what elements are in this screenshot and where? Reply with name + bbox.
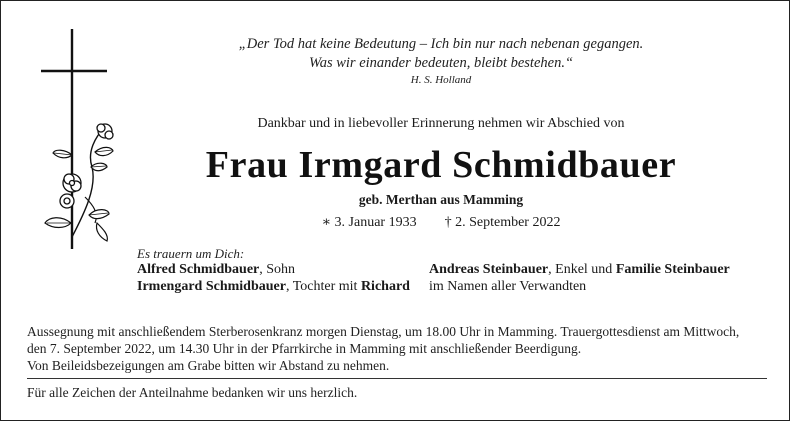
mourners-heading: Es trauern um Dich:	[137, 246, 245, 261]
divider	[27, 378, 767, 379]
birth-date: ∗ 3. Januar 1933	[321, 215, 417, 230]
quote-line-2: Was wir einander bedeuten, bleibt bestehen.“	[308, 55, 574, 71]
mourner-relation: , Tochter mit	[285, 279, 361, 294]
thanks-note: Für alle Zeichen der Anteilnahme bedanken wir uns herzlich.	[27, 385, 358, 400]
death-date: † 2. September 2022	[444, 215, 561, 230]
mourner-name: Andreas Steinbauer	[429, 262, 549, 277]
mourner-entry	[137, 262, 295, 278]
info-line: Von Beileidsbezeigungen am Grabe bitten wir Abstand zu nehmen.	[27, 358, 390, 373]
funeral-information	[27, 323, 775, 374]
quote-line-1: „Der Tod hat keine Bedeutung – Ich bin nur nach nebenan gegangen.	[238, 36, 644, 52]
mourner-relation: im Namen aller Verwandten	[429, 279, 587, 294]
deceased-name: Frau Irmgard Schmidbauer	[205, 144, 677, 186]
mourner-entry	[429, 262, 730, 278]
info-line: den 7. September 2022, um 14.30 Uhr in der Pfarrkirche in Mamming mit anschließender Beerdigung.	[27, 341, 582, 356]
life-dates	[181, 214, 701, 231]
mourner-family-name: Familie Steinbauer	[615, 262, 730, 277]
mourner-relation: , Enkel und	[548, 262, 616, 277]
mourner-entry	[137, 279, 410, 295]
mourner-partner-name: Richard	[360, 279, 410, 294]
mourner-entry	[429, 279, 586, 295]
cross-with-rose-icon	[37, 27, 117, 257]
mourner-relation: , Sohn	[259, 262, 296, 277]
farewell-intro: Dankbar und in liebevoller Erinnerung nehmen wir Abschied von	[257, 116, 625, 131]
maiden-name: geb. Merthan aus Mamming	[358, 192, 524, 207]
quote-author: H. S. Holland	[410, 74, 472, 86]
mourner-name: Irmengard Schmidbauer	[137, 279, 286, 294]
mourner-name: Alfred Schmidbauer	[137, 262, 260, 277]
info-line: Aussegnung mit anschließendem Sterberosenkranz morgen Dienstag, um 18.00 Uhr in Mamming. Trauergottesdienst am Mittwoch,	[27, 324, 740, 339]
